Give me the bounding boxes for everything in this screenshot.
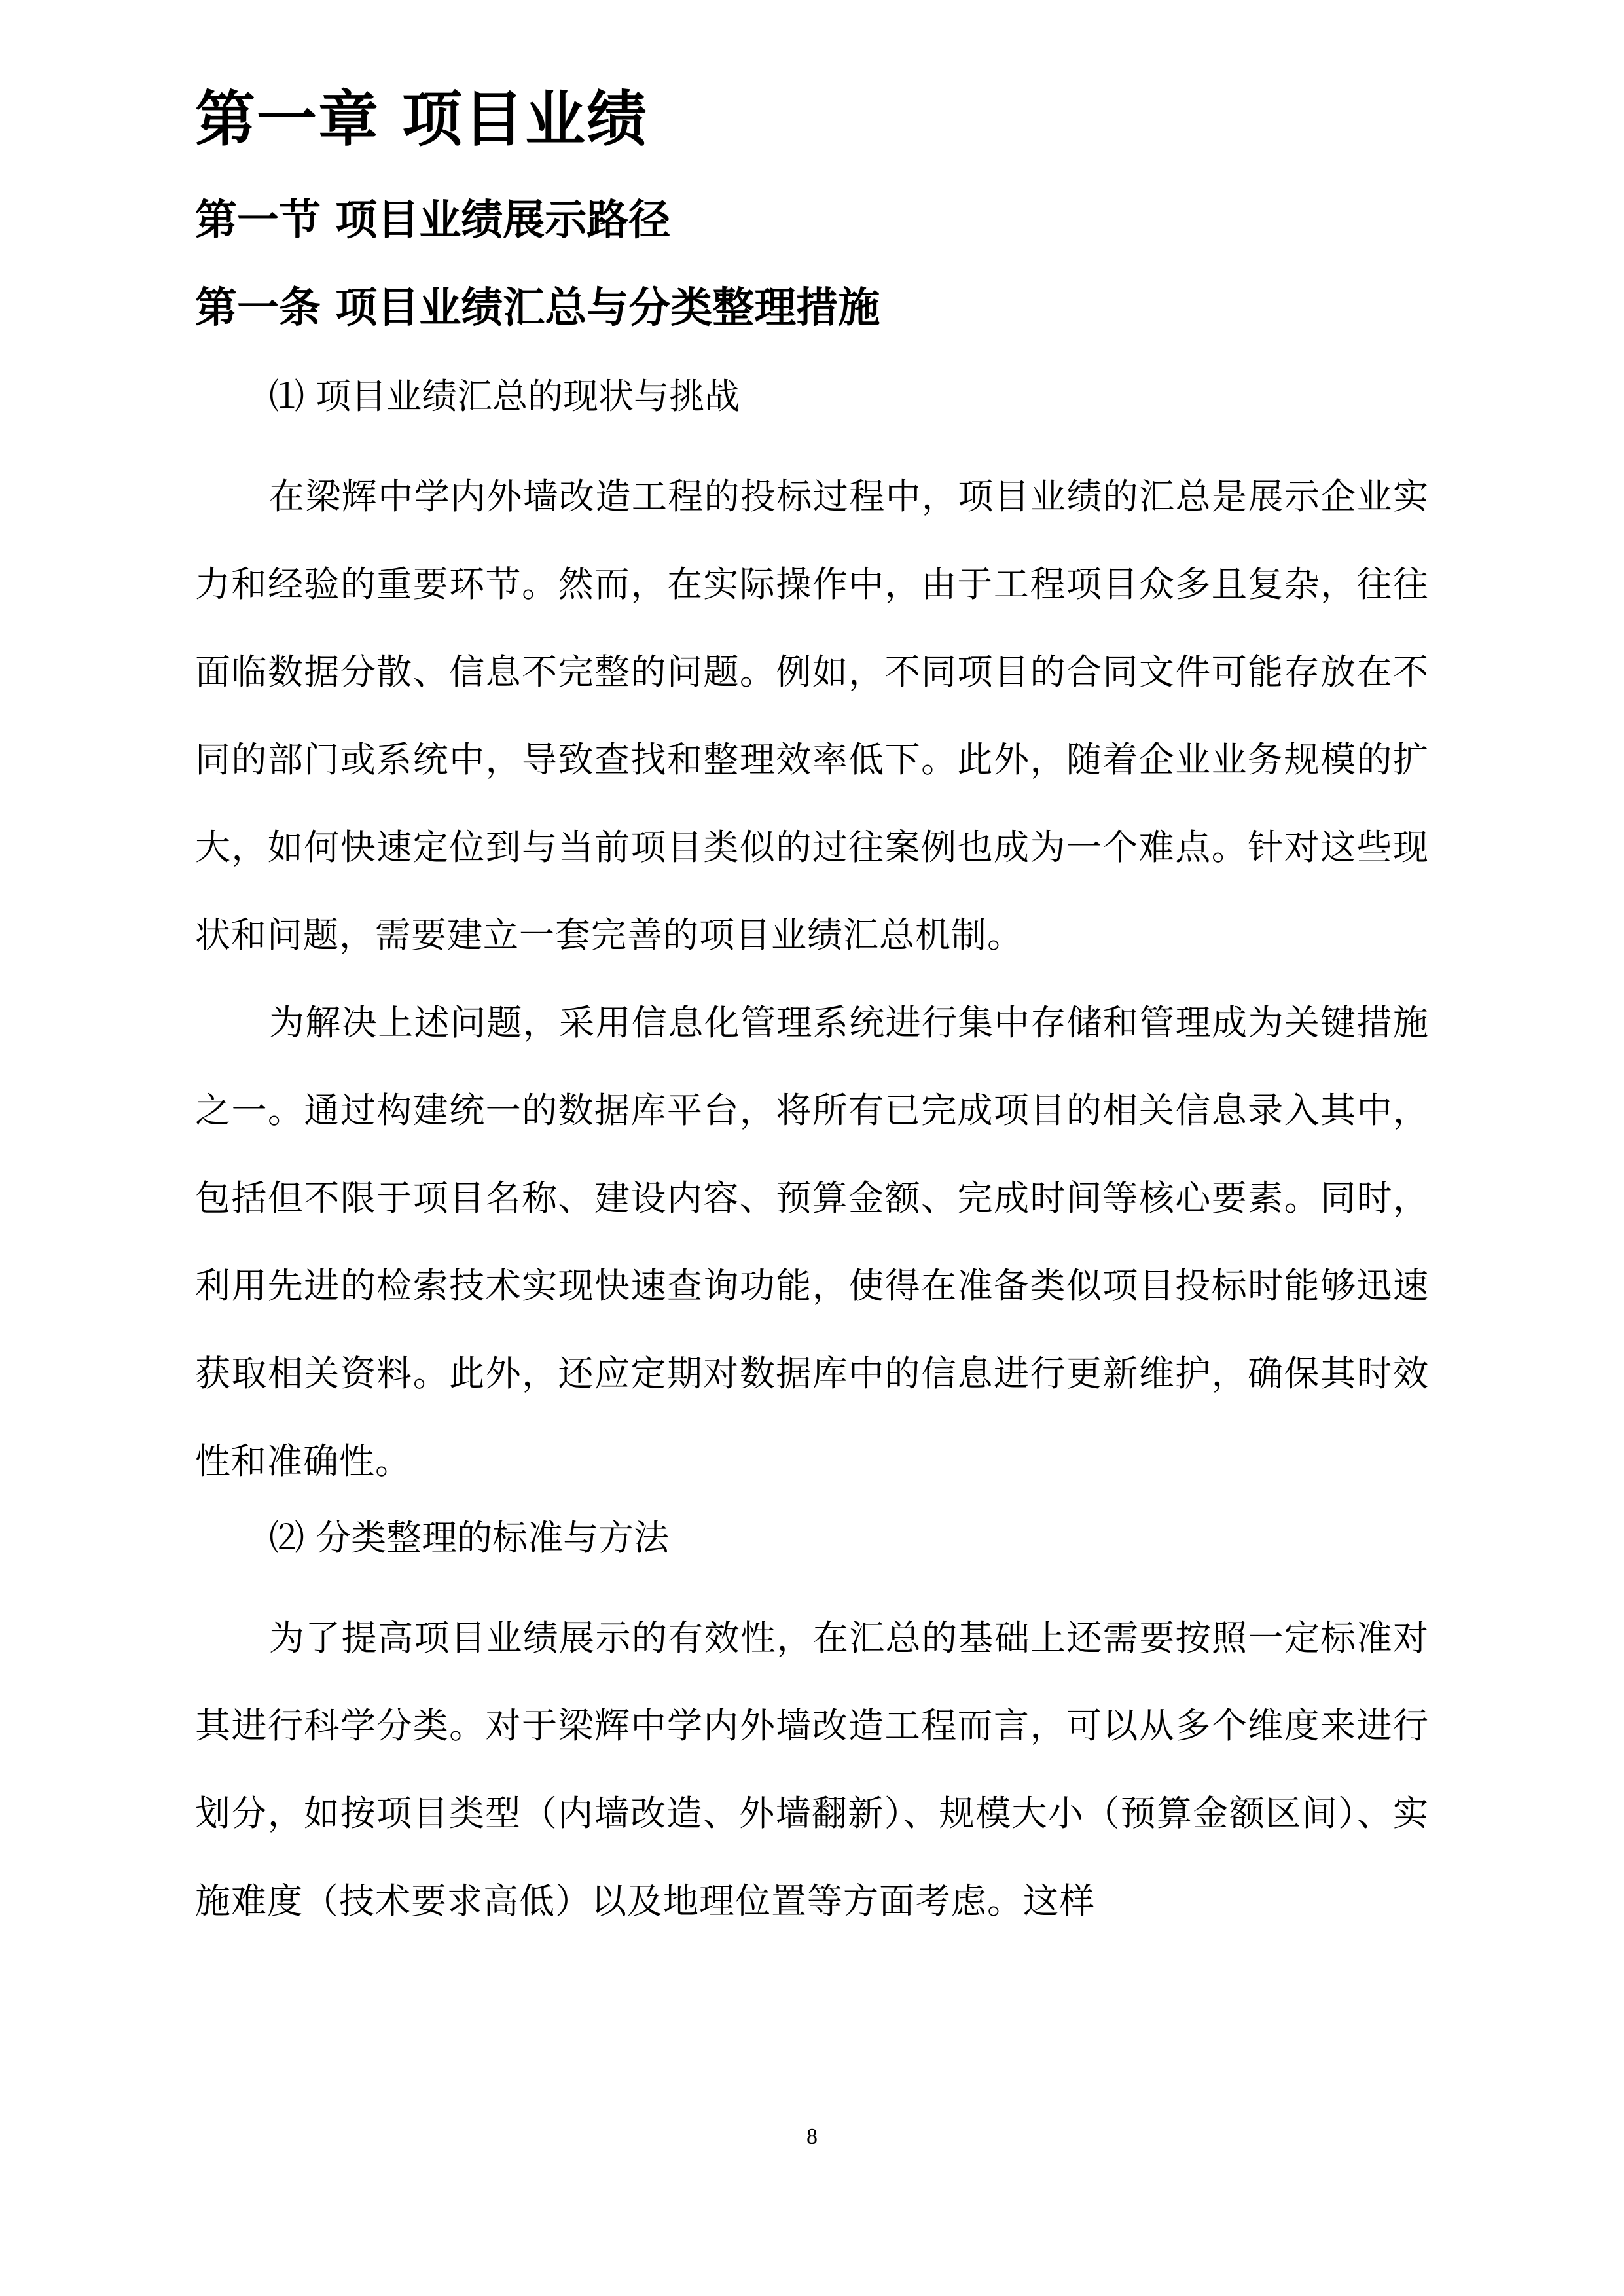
section-title: 第一节 项目业绩展示路径	[195, 196, 671, 245]
paragraph: 在梁辉中学内外墙改造工程的投标过程中，项目业绩的汇总是展示企业实力和经验的重要环节。然而，在实际操作中，由于工程项目众多且复杂，往往面临数据分散、信息不完整的问题。例如，不同项目的合同文件可能存放在不同的部门或系统中，导致查找和整理效率低下。此外，随着企业业务规模的扩大，如何快速定位到与当前项目类似的过往案例也成为一个难点。针对这些现状和问题，需要建立一套完善的项目业绩汇总机制。	[195, 476, 1429, 956]
page-content	[195, 77, 1429, 1945]
page-number: 8	[806, 2125, 818, 2149]
subsection-title-2: ⑵ 分类整理的标准与方法	[269, 1517, 670, 1558]
chapter-title: 第一章 项目业绩	[195, 84, 649, 154]
paragraph: 为解决上述问题，采用信息化管理系统进行集中存储和管理成为关键措施之一。通过构建统一的数据库平台，将所有已完成项目的相关信息录入其中，包括但不限于项目名称、建设内容、预算金额、完成时间等核心要素。同时，利用先进的检索技术实现快速查询功能，使得在准备类似项目投标时能够迅速获取相关资料。此外，还应定期对数据库中的信息进行更新维护，确保其时效性和准确性。	[195, 1002, 1429, 1482]
subsection-title-1: ⑴ 项目业绩汇总的现状与挑战	[269, 376, 740, 417]
paragraph: 为了提高项目业绩展示的有效性，在汇总的基础上还需要按照一定标准对其进行科学分类。对于梁辉中学内外墙改造工程而言，可以从多个维度来进行划分，如按项目类型（内墙改造、外墙翻新）、规模大小（预算金额区间）、实施难度（技术要求高低）以及地理位置等方面考虑。这样	[195, 1617, 1429, 1922]
article-title: 第一条 项目业绩汇总与分类整理措施	[195, 284, 880, 332]
